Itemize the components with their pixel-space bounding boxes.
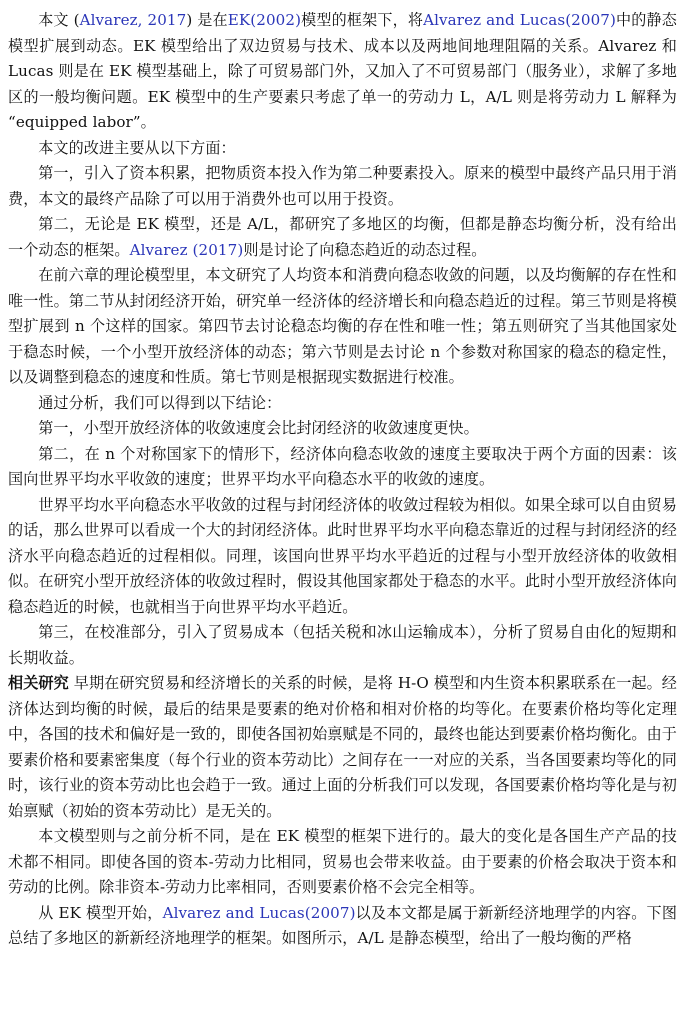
paragraph-model-difference: 本文模型则与之前分析不同，是在 EK 模型的框架下进行的。最大的变化是各国生产产品的技术都不相同。即使各国的资本-劳动力比相同，贸易也会带来收益。由于要素的价格会取决于资本和劳动的比例。除非资本-劳动力比率相同，否则要素价格不会完全相等。 xyxy=(8,827,677,896)
paragraph-conclusion-1: 第一，小型开放经济体的收敛速度会比封闭经济的收敛速度更快。 xyxy=(38,419,479,437)
text-run: 从 EK 模型开始， xyxy=(38,903,163,922)
citation-link[interactable]: Alvarez and Lucas(2007) xyxy=(162,903,356,922)
text-run: 则是讨论了向稳态趋近的动态过程。 xyxy=(243,240,487,259)
paragraph-structure: 在前六章的理论模型里，本文研究了人均资本和消费向稳态收敛的问题，以及均衡解的存在性和唯一性。第二节从封闭经济开始，研究单一经济体的经济增长和向稳态趋近的过程。第三节则是将模型扩展到 n 个这样的国家。第四节去讨论稳态均衡的存在性和唯一性；第五则研究了当其他国家处于稳态时候，一个小型开放经济体的动态；第六节则是去讨论 n 个参数对称国家的稳态的稳定性，以及调整到稳态的速度和性质。第七节则是根据现实数据进行校准。 xyxy=(8,266,677,386)
paragraph-improvements-lead: 本文的改进主要从以下方面： xyxy=(38,138,236,157)
paragraph-conclusion-3: 第三，在校准部分，引入了贸易成本（包括关税和冰山运输成本），分析了贸易自由化的短期和长期收益。 xyxy=(8,623,677,667)
paragraph-conclusions-lead: 通过分析，我们可以得到以下结论： xyxy=(38,393,282,412)
text-run: 第二，无论是 EK 模型，还是 A/L，都研究了多地区的均衡，但都是静态均衡分析，没有给出一个动态的框架。 xyxy=(8,215,677,259)
paragraph-new-economic-geography xyxy=(8,901,677,952)
citation-link[interactable]: EK(2002) xyxy=(227,11,302,29)
paragraph-related-research xyxy=(8,671,677,824)
section-heading-related-research: 相关研究 xyxy=(8,674,69,692)
paragraph-world-convergence: 世界平均水平向稳态水平收敛的过程与封闭经济体的收敛过程较为相似。如果全球可以自由贸易的话，那么世界可以看成一个大的封闭经济体。此时世界平均水平向稳态靠近的过程与封闭经济的经济水平向稳态趋近的过程相似。同理，该国向世界平均水平趋近的过程与小型开放经济体的收敛相似。在研究小型开放经济体的收敛过程时，假设其他国家都处于稳态的水平。此时小型开放经济体向稳态趋近的时候，也就相当于向世界平均水平趋近。 xyxy=(8,495,677,616)
paragraph-intro xyxy=(8,8,677,136)
text-run: 以及本文都是属于新新经济地理学的内容。下图总结了多地区的新新经济地理学的框架。如图所示，A/L 是静态模型，给出了一般均衡的严格 xyxy=(8,903,678,947)
text-run: ) 是在 xyxy=(186,11,228,29)
paragraph-improvement-1: 第一，引入了资本积累，把物质资本投入作为第二种要素投入。原来的模型中最终产品只用于消费，本文的最终产品除了可以用于消费外也可以用于投资。 xyxy=(8,164,677,208)
citation-link[interactable]: Alvarez and Lucas(2007) xyxy=(423,11,616,29)
text-run: 中的静态模型扩展到动态。EK 模型给出了双边贸易与技术、成本以及两地间地理阻隔的关系。Alvarez 和 Lucas 则是在 EK 模型基础上，除了可贸易部门外，又加入了不可贸易部门（服务业），求解了多地区的一般均衡问题。EK 模型中的生产要素只考虑了单一的劳动力 L，A/L 则是将劳动力 L 解释为 “equipped labor”。 xyxy=(8,11,677,131)
text-run: 模型的框架下，将 xyxy=(301,11,424,29)
paragraph-conclusion-2: 第二，在 n 个对称国家下的情形下，经济体向稳态收敛的速度主要取决于两个方面的因素：该国向世界平均水平收敛的速度；世界平均水平向稳态水平的收敛的速度。 xyxy=(8,444,677,488)
paragraph-improvement-2 xyxy=(8,212,677,263)
text-run: 早期在研究贸易和经济增长的关系的时候，是将 H-O 模型和内生资本积累联系在一起。经济体达到均衡的时候，最后的结果是要素的绝对价格和相对价格的均等化。在要素价格均等化定理中，各国的技术和偏好是一致的，即使各国初始禀赋是不同的，最终也能达到要素价格均衡化。由于要素价格和要素密集度（每个行业的资本劳动比）之间存在一一对应的关系，当各国要素均等化的同时，该行业的资本劳动比也会趋于一致。通过上面的分析我们可以发现，各国要素价格均等化是与初始禀赋（初始的资本劳动比）是无关的。 xyxy=(8,674,677,820)
text-run: 本文 ( xyxy=(38,11,80,29)
citation-link[interactable]: Alvarez, 2017 xyxy=(79,11,187,29)
citation-link[interactable]: Alvarez (2017) xyxy=(129,240,244,259)
